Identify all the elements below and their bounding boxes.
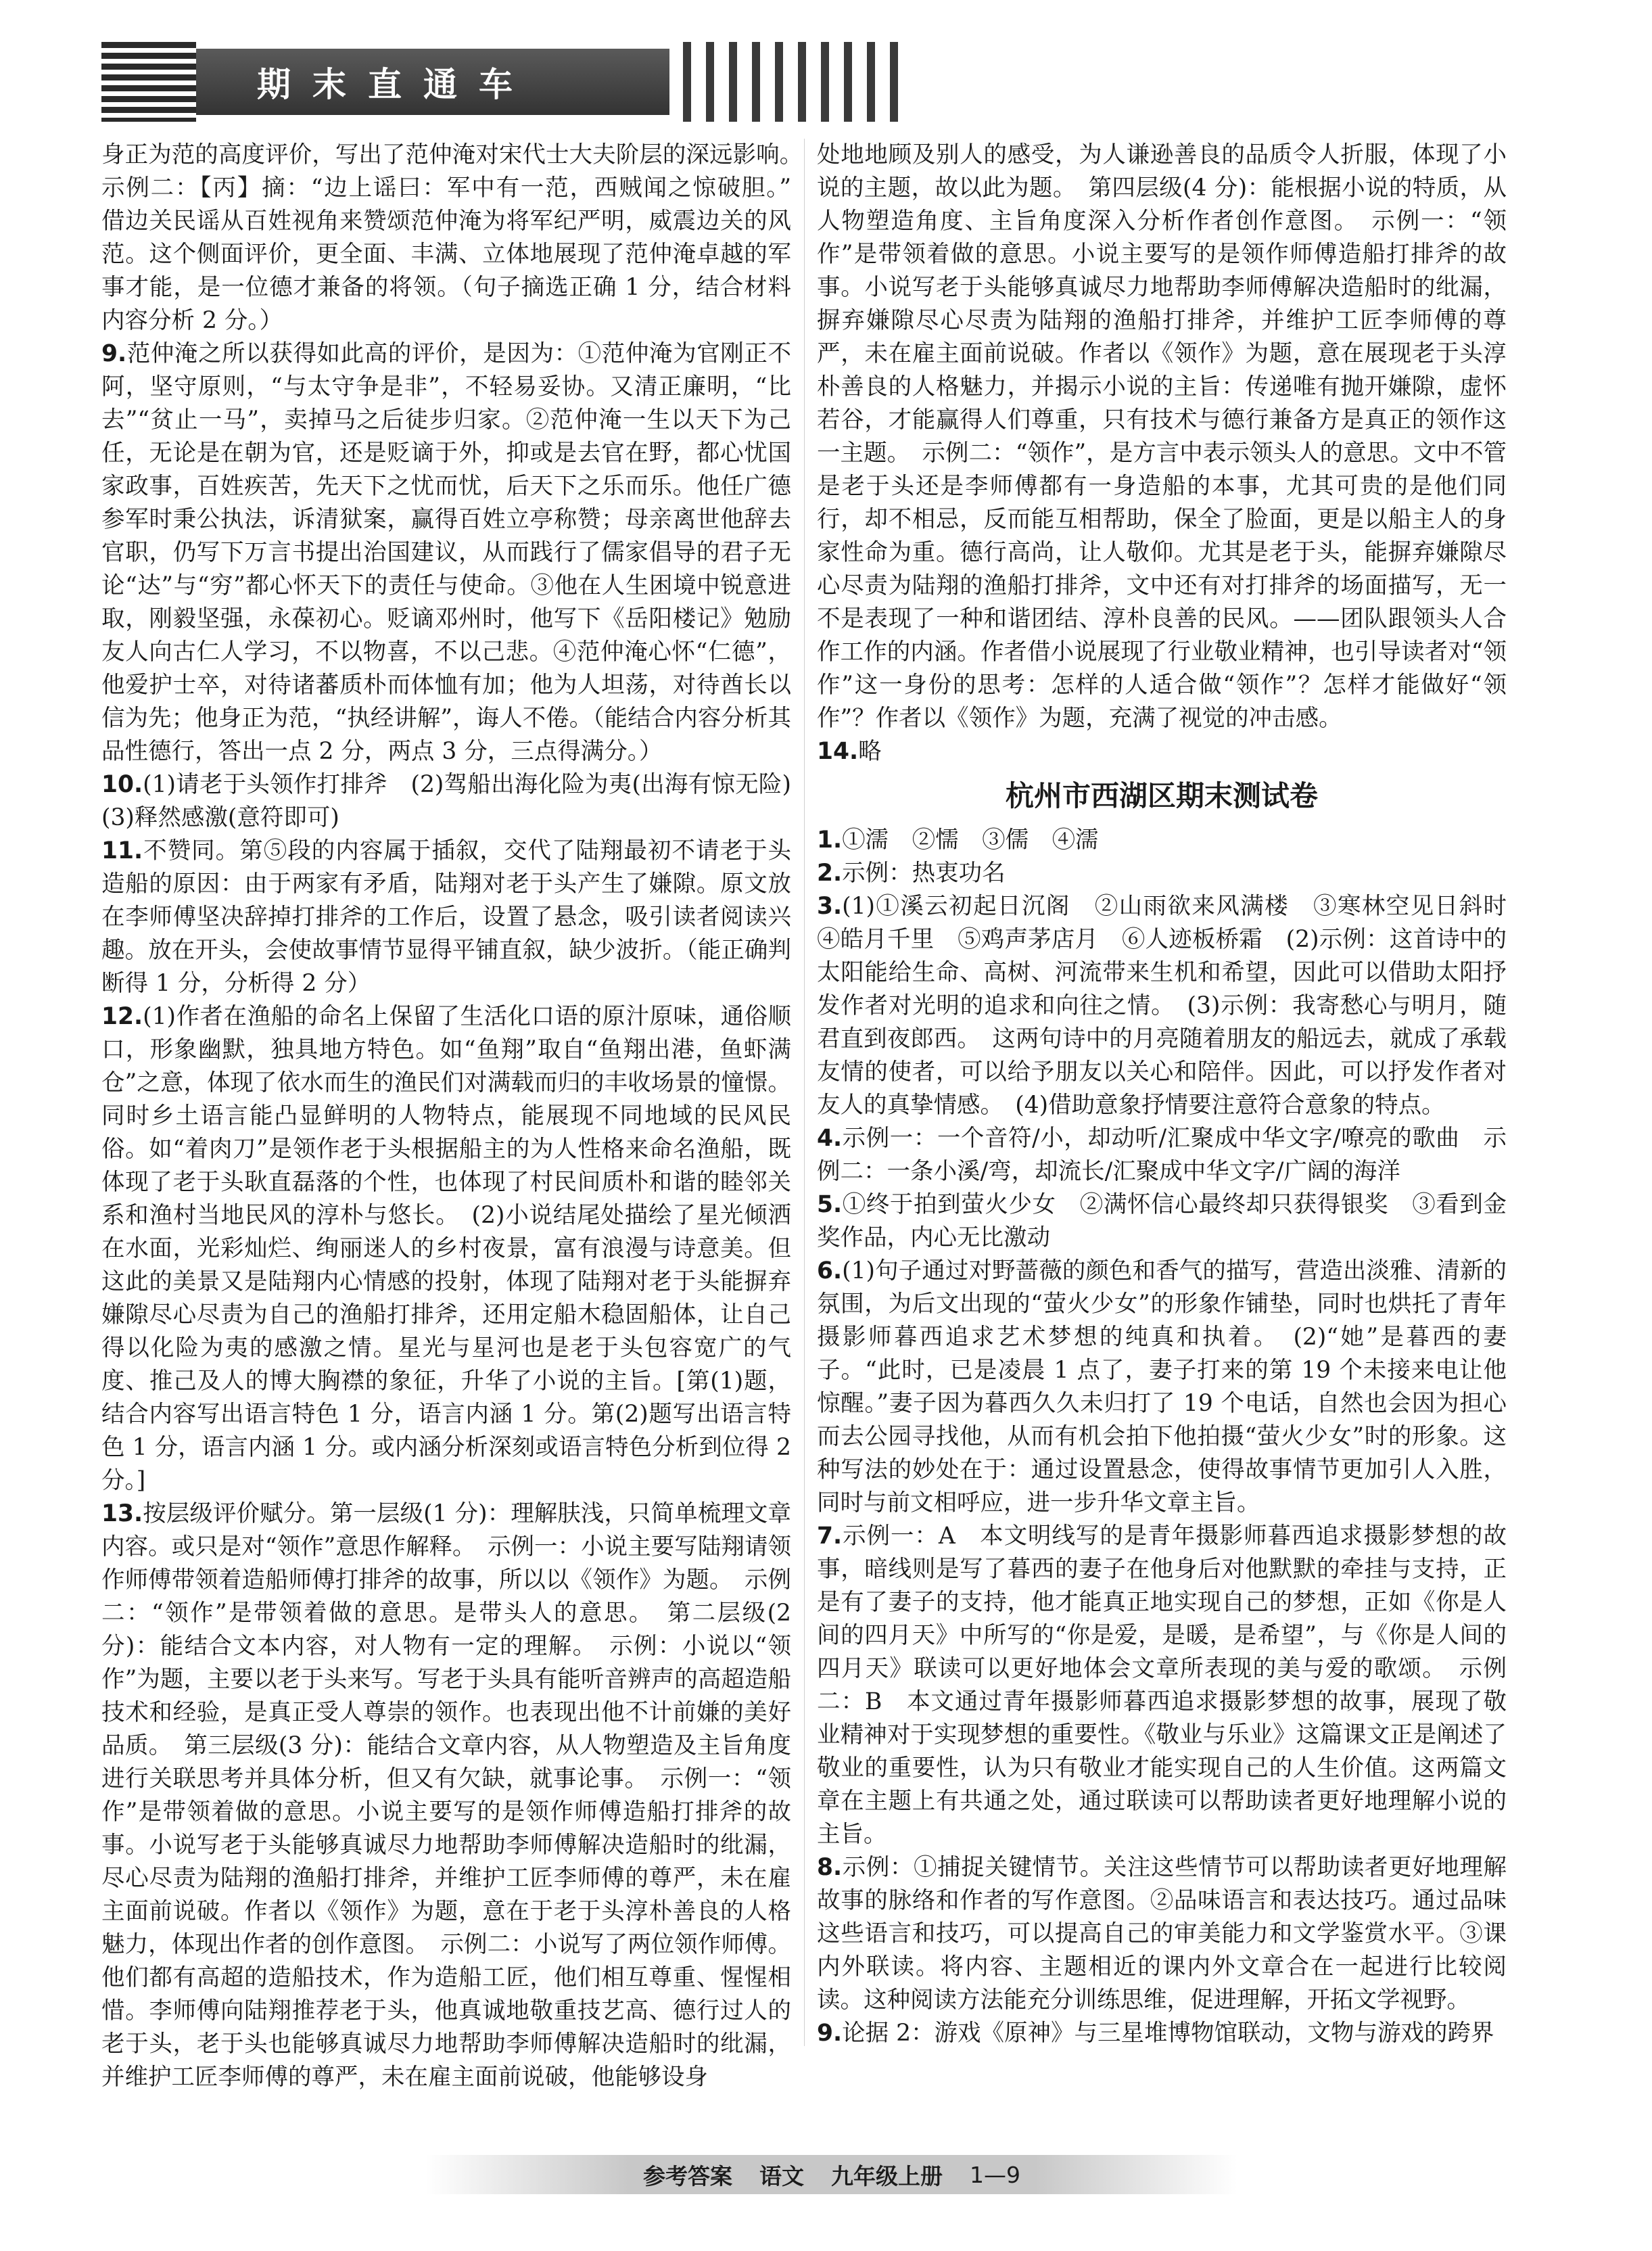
answer-item: 5.①终于拍到萤火少女 ②满怀信心最终却只获得银奖 ③看到金奖作品，内心无比激动 — [817, 1191, 1507, 1251]
answer-item: 9.论据 2：游戏《原神》与三星堆博物馆联动，文物与游戏的跨界 — [817, 2020, 1494, 2047]
answer-item: 2.示例：热衷功名 — [817, 860, 1006, 887]
answer-item: 3.(1)①溪云初起日沉阁 ②山雨欲来风满楼 ③寒林空见日斜时 ④皓月千里 ⑤鸡声茅店月 ⑥人迹板桥霜 (2)示例：这首诗中的太阳能给生命、高树、河流带来生机和希望，因此可以借助太阳抒发作者对光明的追求和向往之情。 (3)示例：我寄愁心与明月，随君直到夜郎西。 这两句诗中的月亮随着朋友的船远去，就成了承载友情的使者，可以给予朋友以关心和陪伴。因此，可以抒发作者对友人的真挚情感。 (4)借助意象抒情要注意符合意象的特点。 — [817, 893, 1530, 1119]
footer-label: 参考答案 — [643, 2162, 732, 2189]
footer-subject: 语文 — [759, 2162, 804, 2189]
right-column — [817, 139, 1530, 2050]
answer-item: 9.范仲淹之所以获得如此高的评价，是因为：①范仲淹为官刚正不阿，坚守原则，“与太守争是非”，不轻易妥协。又清正廉明，“比去”“贫止一马”，卖掉马之后徒步归家。②范仲淹一生以天下为己任，无论是在朝为官，还是贬谪于外，抑或是去官在野，都心忧国家政事，百姓疾苦，先天下之忧而忧，后天下之乐而乐。他任广德参军时秉公执法，诉清狱案，赢得百姓立亭称赞；母亲离世他辞去官职，仍写下万言书提出治国建议，从而践行了儒家倡导的君子无论“达”与“穷”都心怀天下的责任与使命。③他在人生困境中锐意进取，刚毅坚强，永葆初心。贬谪邓州时，他写下《岳阳楼记》勉励友人向古仁人学习，不以物喜，不以己悲。④范仲淹心怀“仁德”，他爱护士卒，对待诸蕃质朴而体恤有加；他为人坦荡，对待酋长以信为先；他身正为范，“执经讲解”，诲人不倦。（能结合内容分析其品性德行，答出一点 2 分，两点 3 分，三点得满分。） — [101, 340, 791, 765]
answer-item: 身正为范的高度评价，写出了范仲淹对宋代士大夫阶层的深远影响。 示例二：【丙】摘：“边上谣曰：军中有一范，西贼闻之惊破胆。” 借边关民谣从百姓视角来赞颂范仲淹为将军纪严明，威震边关的风范。这个侧面评价，更全面、丰满、立体地展现了范仲淹卓越的军事才能，是一位德才兼备的将领。（句子摘选正确 1 分，结合材料内容分析 2 分。） — [101, 141, 815, 334]
answer-item: 处地地顾及别人的感受，为人谦逊善良的品质令人折服，体现了小说的主题，故以此为题。 第四层级(4 分)：能根据小说的特质，从人物塑造角度、主旨角度深入分析作者创作意图。 示例一：“领作”是带领着做的意思。小说主要写的是领作师傅造船打排斧的故事。小说写老于头能够真诚尽力地帮助李师傅解决造船时的纰漏，摒弃嫌隙尽心尽责为陆翔的渔船打排斧，并维护工匠李师傅的尊严，未在雇主面前说破。作者以《领作》为题，意在展现老于头淳朴善良的人格魅力，并揭示小说的主旨：传递唯有抛开嫌隙，虚怀若谷，才能赢得人们尊重，只有技术与德行兼备方是真正的领作这一主题。 示例二：“领作”，是方言中表示领头人的意思。文中不管是老于头还是李师傅都有一身造船的本事，尤其可贵的是他们同行，却不相忌，反而能互相帮助，保全了脸面，更是以船主人的身家性命为重。德行高尚，让人敬仰。尤其是老于头，能摒弃嫌隙尽心尽责为陆翔的渔船打排斧，文中还有对打排斧的场面描写，无一不是表现了一种和谐团结、淳朴良善的民风。——团队跟领头人合作工作的内涵。作者借小说展现了行业敬业精神，也引导读者对“领作”这一身份的思考：怎样的人适合做“领作”？怎样才能做好“领作”？作者以《领作》为题，充满了视觉的冲击感。 — [817, 141, 1507, 732]
footer-grade: 九年级上册 — [831, 2162, 943, 2189]
answer-item: 6.(1)句子通过对野蔷薇的颜色和香气的描写，营造出淡雅、清新的氛围，为后文出现的“萤火少女”的形象作铺垫，同时也烘托了青年摄影师暮西追求艺术梦想的纯真和执着。 (2)“她”是暮西的妻子。“此时，已是凌晨 1 点了，妻子打来的第 19 个未接来电让他惊醒。”妻子因为暮西久久未归打了 19 个电话，自然也会因为担心而去公园寻找他，从而有机会拍下他拍摄“萤火少女”时的形象。这种写法的妙处在于：通过设置悬念，使得故事情节更加引人入胜，同时与前文相呼应，进一步升华文章主旨。 — [817, 1257, 1507, 1516]
column-divider — [804, 139, 805, 2046]
answer-item: 12.(1)作者在渔船的命名上保留了生活化口语的原汁原味，通俗顺口，形象幽默，独具地方特色。如“鱼翔”取自“鱼翔出港，鱼虾满仓”之意，体现了依水而生的渔民们对满载而归的丰收场景的憧憬。同时乡土语言能凸显鲜明的人物特点，能展现不同地域的民风民俗。如“着肉刀”是领作老于头根据船主的为人性格来命名渔船，既体现了老于头耿直磊落的个性，也体现了村民间质朴和谐的睦邻关系和渔村当地民风的淳朴与悠长。 (2)小说结尾处描绘了星光倾洒在水面，光彩灿烂、绚丽迷人的乡村夜景，富有浪漫与诗意美。但这此的美景又是陆翔内心情感的投射，体现了陆翔对老于头能摒弃嫌隙尽心尽责为自己的渔船打排斧，还用定船木稳固船体，让自己得以化险为夷的感激之情。星光与星河也是老于头包容宽广的气度、推己及人的博大胸襟的象征，升华了小说的主旨。[第(1)题，结合内容写出语言特色 1 分，语言内涵 1 分。第(2)题写出语言特色 1 分，语言内涵 1 分。或内涵分析深刻或语言特色分析到位得 2 分。] — [101, 1003, 791, 1494]
answer-item: 11.不赞同。第⑤段的内容属于插叙，交代了陆翔最初不请老于头造船的原因：由于两家有矛盾，陆翔对老于头产生了嫌隙。原文放在李师傅坚决辞掉打排斧的工作后，设置了悬念，吸引读者阅读兴趣。放在开头，会使故事情节显得平铺直叙，缺少波折。（能正确判断得 1 分，分析得 2 分） — [101, 837, 791, 997]
answer-item: 13.按层级评价赋分。第一层级(1 分)：理解肤浅，只简单梳理文章内容。或只是对“领作”意思作解释。 示例一：小说主要写陆翔请领作师傅带领着造船师傅打排斧的故事，所以以《领作》为题。 示例二：“领作”是带领着做的意思。是带头人的意思。 第二层级(2 分)：能结合文本内容，对人物有一定的理解。 示例：小说以“领作”为题，主要以老于头来写。写老于头具有能听音辨声的高超造船技术和经验，是真正受人尊崇的领作。也表现出他不计前嫌的美好品质。 第三层级(3 分)：能结合文章内容，从人物塑造及主旨角度进行关联思考并具体分析，但又有欠缺，就事论事。 示例一：“领作”是带领着做的意思。小说主要写的是领作师傅造船打排斧的故事。小说写老于头能够真诚尽力地帮助李师傅解决造船时的纰漏，尽心尽责为陆翔的渔船打排斧，并维护工匠李师傅的尊严，未在雇主面前说破。作者以《领作》为题，意在于老于头淳朴善良的人格魅力，体现出作者的创作意图。 示例二：小说写了两位领作师傅。他们都有高超的造船技术，作为造船工匠，他们相互尊重、惺惺相惜。李师傅向陆翔推荐老于头，他真诚地敬重技艺高、德行过人的老于头，老于头也能够真诚尽力地帮助李师傅解决造船时的纰漏，并维护工匠李师傅的尊严，未在雇主面前说破，他能够设身 — [101, 1500, 791, 2091]
page-number: 1—9 — [970, 2161, 1020, 2188]
banner-stripes-left — [101, 42, 196, 122]
answer-item: 10.(1)请老于头领作打排斧 (2)驾船出海化险为夷(出海有惊无险) (3)释然感激(意符即可) — [101, 771, 815, 831]
left-column — [101, 139, 815, 2094]
header-title: 期末直通车 — [196, 49, 669, 115]
answer-item: 7.示例一：A 本文明线写的是青年摄影师暮西追求摄影梦想的故事，暗线则是写了暮西的妻子在他身后对他默默的牵挂与支持，正是有了妻子的支持，他才能真正地实现自己的梦想，正如《你是人间的四月天》中所写的“你是爱，是暖，是希望”，与《你是人间的四月天》联读可以更好地体会文章所表现的美与爱的歌颂。 示例二：B 本文通过青年摄影师暮西追求摄影梦想的故事，展现了敬业精神对于实现梦想的重要性。《敬业与乐业》这篇课文正是阐述了敬业的重要性，认为只有敬业才能实现自己的人生价值。这两篇文章在主题上有共通之处，通过联读可以帮助读者更好地理解小说的主旨。 — [817, 1523, 1507, 1848]
banner-stripes-right — [683, 42, 913, 122]
answer-item: 8.示例：①捕捉关键情节。关注这些情节可以帮助读者更好地理解故事的脉络和作者的写作意图。②品味语言和表达技巧。通过品味这些语言和技巧，可以提高自己的审美能力和文学鉴赏水平。③课内外联读。将内容、主题相近的课内外文章合在一起进行比较阅读。这种阅读方法能充分训练思维，促进理解，开拓文学视野。 — [817, 1854, 1507, 2014]
answer-item: 4.示例一：一个音符/小，却动听/汇聚成中华文字/嘹亮的歌曲 示例二：一条小溪/弯，却流长/汇聚成中华文字/广阔的海洋 — [817, 1125, 1507, 1185]
header-banner — [101, 42, 811, 122]
answer-item: 1.①濡 ②懦 ③儒 ④濡 — [817, 827, 1099, 854]
answer-item: 14.略 — [817, 738, 882, 765]
page-footer — [426, 2155, 1237, 2194]
section-title: 杭州市西湖区期末测试卷 — [1005, 779, 1318, 812]
